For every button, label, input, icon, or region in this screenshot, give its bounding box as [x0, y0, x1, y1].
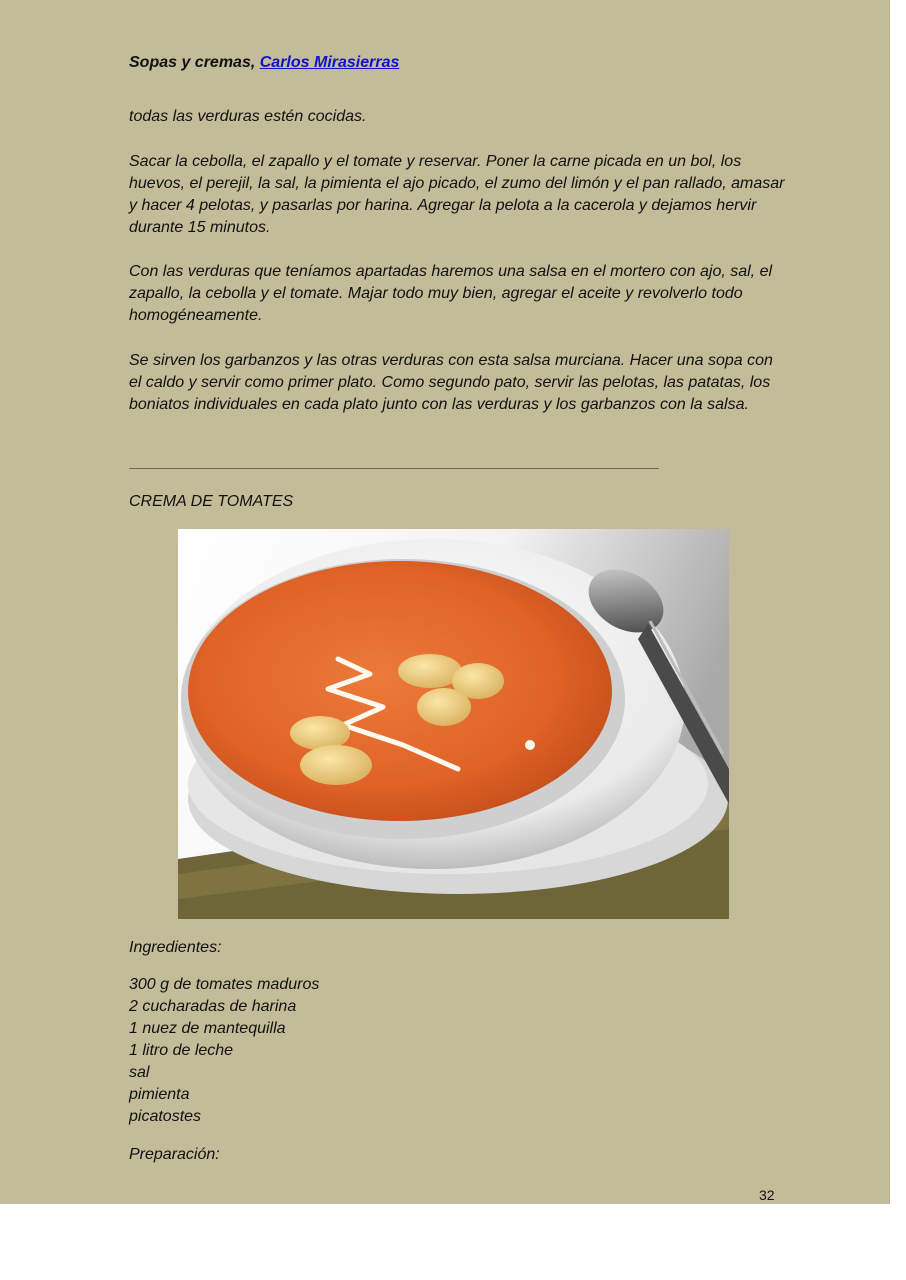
list-item: 300 g de tomates maduros — [129, 976, 320, 993]
ingredients-heading: Ingredientes: — [129, 939, 222, 956]
list-item: 1 litro de leche — [129, 1042, 234, 1059]
header-title: Sopas y cremas, — [129, 54, 256, 71]
page-number: 32 — [759, 1187, 775, 1203]
list-item: pimienta — [129, 1086, 190, 1103]
section-divider — [129, 468, 659, 469]
ingredients-list — [129, 974, 319, 1128]
list-item: picatostes — [129, 1108, 202, 1125]
page-edge — [889, 0, 890, 1204]
author-link[interactable]: Carlos Mirasierras — [259, 54, 400, 71]
recipe-title: CREMA DE TOMATES — [129, 493, 294, 510]
preparation-heading: Preparación: — [129, 1146, 220, 1163]
paragraph-2: Sacar la cebolla, el zapallo y el tomate y reservar. Poner la carne picada en un bol, los huevos, el perejil, la sal, la pimienta el ajo picado, el zumo del limón y el pan rallado, amasar y hacer 4 pelotas, y pasarlas por harina. Agregar la pelota a la cacerola y dejamos hervir durante 15 minutos. — [129, 153, 785, 236]
paragraph-4: Se sirven los garbanzos y las otras verduras con esta salsa murciana. Hacer una sopa con el caldo y servir como primer plato. Como segundo pato, servir las pelotas, las patatas, los boniatos individuales en cada plato junto con las verduras y los garbanzos con la salsa. — [129, 352, 773, 413]
list-item: 1 nuez de mantequilla — [129, 1020, 286, 1037]
list-item: 2 cucharadas de harina — [129, 998, 297, 1015]
soup-photo — [178, 529, 729, 919]
paragraph-3: Con las verduras que teníamos apartadas haremos una salsa en el mortero con ajo, sal, el zapallo, la cebolla y el tomate. Majar todo muy bien, agregar el aceite y revolverlo todo homogéneamente. — [129, 263, 773, 324]
list-item: sal — [129, 1064, 150, 1081]
document-header — [129, 54, 399, 72]
paragraph-1: todas las verduras estén cocidas. — [129, 108, 367, 125]
